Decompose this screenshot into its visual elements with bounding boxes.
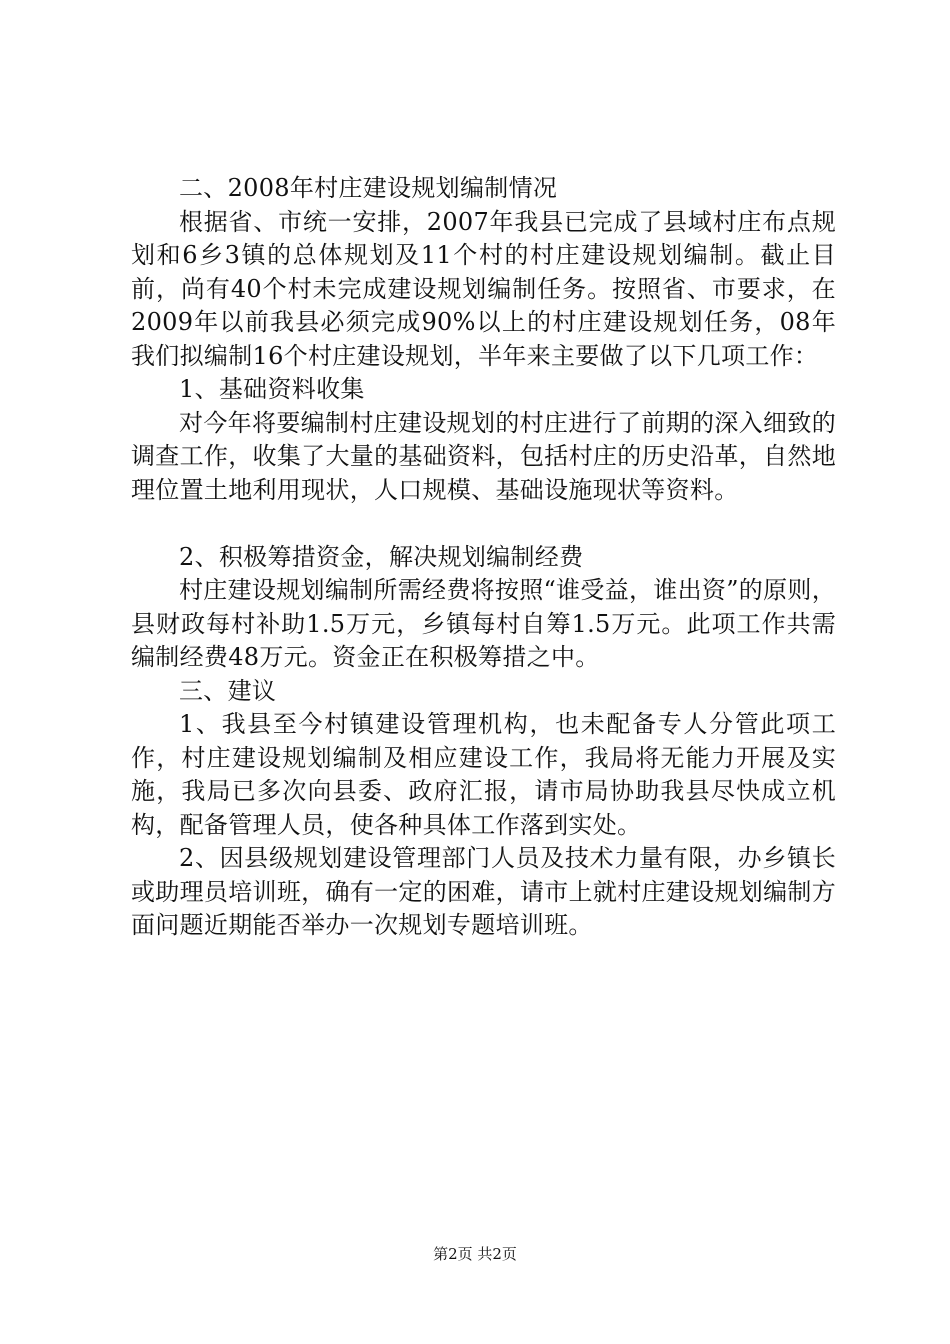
blank-line bbox=[131, 507, 836, 541]
paragraph-funding: 村庄建设规划编制所需经费将按照“谁受益，谁出资”的原则，县财政每村补助1.5万元，乡镇每村自筹1.5万元。此项工作共需编制经费48万元。资金正在积极筹措之中。 bbox=[131, 576, 836, 671]
paragraph-data-collection: 对今年将要编制村庄建设规划的村庄进行了前期的深入细致的调查工作，收集了大量的基础资料，包括村庄的历史沿革，自然地理位置土地利用现状，人口规模、基础设施现状等资料。 bbox=[131, 408, 836, 504]
document-body bbox=[131, 172, 836, 943]
page-number-footer: 第2页 共2页 bbox=[433, 1245, 517, 1263]
subheading-data-collection: 1、基础资料收集 bbox=[179, 375, 365, 403]
section-heading-2008-plan: 二、2008年村庄建设规划编制情况 bbox=[179, 174, 558, 202]
paragraph-plan-status: 根据省、市统一安排，2007年我县已完成了县域村庄布点规划和6乡3镇的总体规划及11个村的村庄建设规划编制。截止目前，尚有40个村未完成建设规划编制任务。按照省、市要求，在2009年以前我县必须完成90%以上的村庄建设规划任务，08年我们拟编制16个村庄建设规划，半年来主要做了以下几项工作： bbox=[131, 207, 836, 370]
paragraph-suggestion-2: 2、因县级规划建设管理部门人员及技术力量有限，办乡镇长或助理员培训班，确有一定的困难，请市上就村庄建设规划编制方面问题近期能否举办一次规划专题培训班。 bbox=[131, 844, 836, 939]
paragraph-suggestion-1: 1、我县至今村镇建设管理机构，也未配备专人分管此项工作，村庄建设规划编制及相应建设工作，我局将无能力开展及实施，我局已多次向县委、政府汇报，请市局协助我县尽快成立机构，配备管理人员，使各种具体工作落到实处。 bbox=[131, 710, 836, 839]
section-heading-suggestions: 三、建议 bbox=[179, 676, 277, 705]
subheading-funding: 2、积极筹措资金，解决规划编制经费 bbox=[179, 542, 584, 571]
